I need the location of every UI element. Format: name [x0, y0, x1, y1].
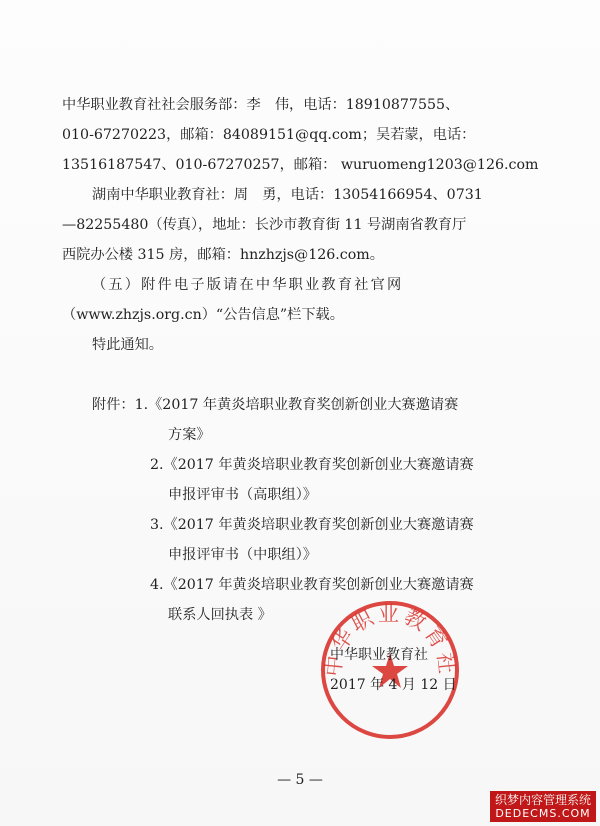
official-seal [318, 598, 462, 742]
attachment-3-subtitle: 申报评审书（中职组）》 [168, 547, 317, 563]
attachment-1-subtitle: 方案》 [168, 427, 211, 443]
attachment-4-subtitle: 联系人回执表 》 [168, 607, 272, 623]
page-number: — 5 — [277, 772, 323, 788]
closing-text: 特此通知。 [92, 337, 163, 353]
hunan-contact-line-3: 西院办公楼 315 房，邮箱：hnzhzjs@126.com。 [62, 247, 384, 263]
signature-date: 2017 年 4 月 12 日 [330, 677, 457, 693]
attachment-2-subtitle: 申报评审书（高职组）》 [168, 487, 317, 503]
contact-line-1: 中华职业教育社社会服务部：李 伟，电话：18910877555、 [62, 97, 460, 113]
attachment-3-title: 3.《2017 年黄炎培职业教育奖创新创业大赛邀请赛 [150, 517, 474, 533]
seal-text: 中华职业教育社 [321, 602, 459, 678]
download-note-line-2: （www.zhzjs.org.cn）“公告信息”栏下载。 [62, 307, 344, 323]
watermark-line-2: DEDECMS.COM [495, 807, 591, 820]
watermark-line-1: 织梦内容管理系统 [494, 793, 591, 807]
hunan-contact-line-2: —82255480（传真），地址：长沙市教育街 11 号湖南省教育厅 [62, 217, 467, 233]
download-note-line-1: （五）附件电子版请在中华职业教育社官网 [92, 277, 404, 293]
hunan-contact-line-1: 湖南中华职业教育社：周 勇，电话：13054166954、0731 [92, 187, 483, 203]
contact-line-2: 010-67270223，邮箱：84089151@qq.com；吴若蒙，电话： [62, 127, 476, 143]
attachment-1-title: 附件：1.《2017 年黄炎培职业教育奖创新创业大赛邀请赛 [92, 397, 459, 413]
signature-organization: 中华职业教育社 [330, 647, 428, 663]
contact-line-3: 13516187547、010-67270257，邮箱： wuruomeng1203@126.com [62, 157, 539, 173]
attachment-2-title: 2.《2017 年黄炎培职业教育奖创新创业大赛邀请赛 [150, 457, 474, 473]
attachment-4-title: 4.《2017 年黄炎培职业教育奖创新创业大赛邀请赛 [150, 577, 474, 593]
site-watermark [490, 791, 596, 822]
